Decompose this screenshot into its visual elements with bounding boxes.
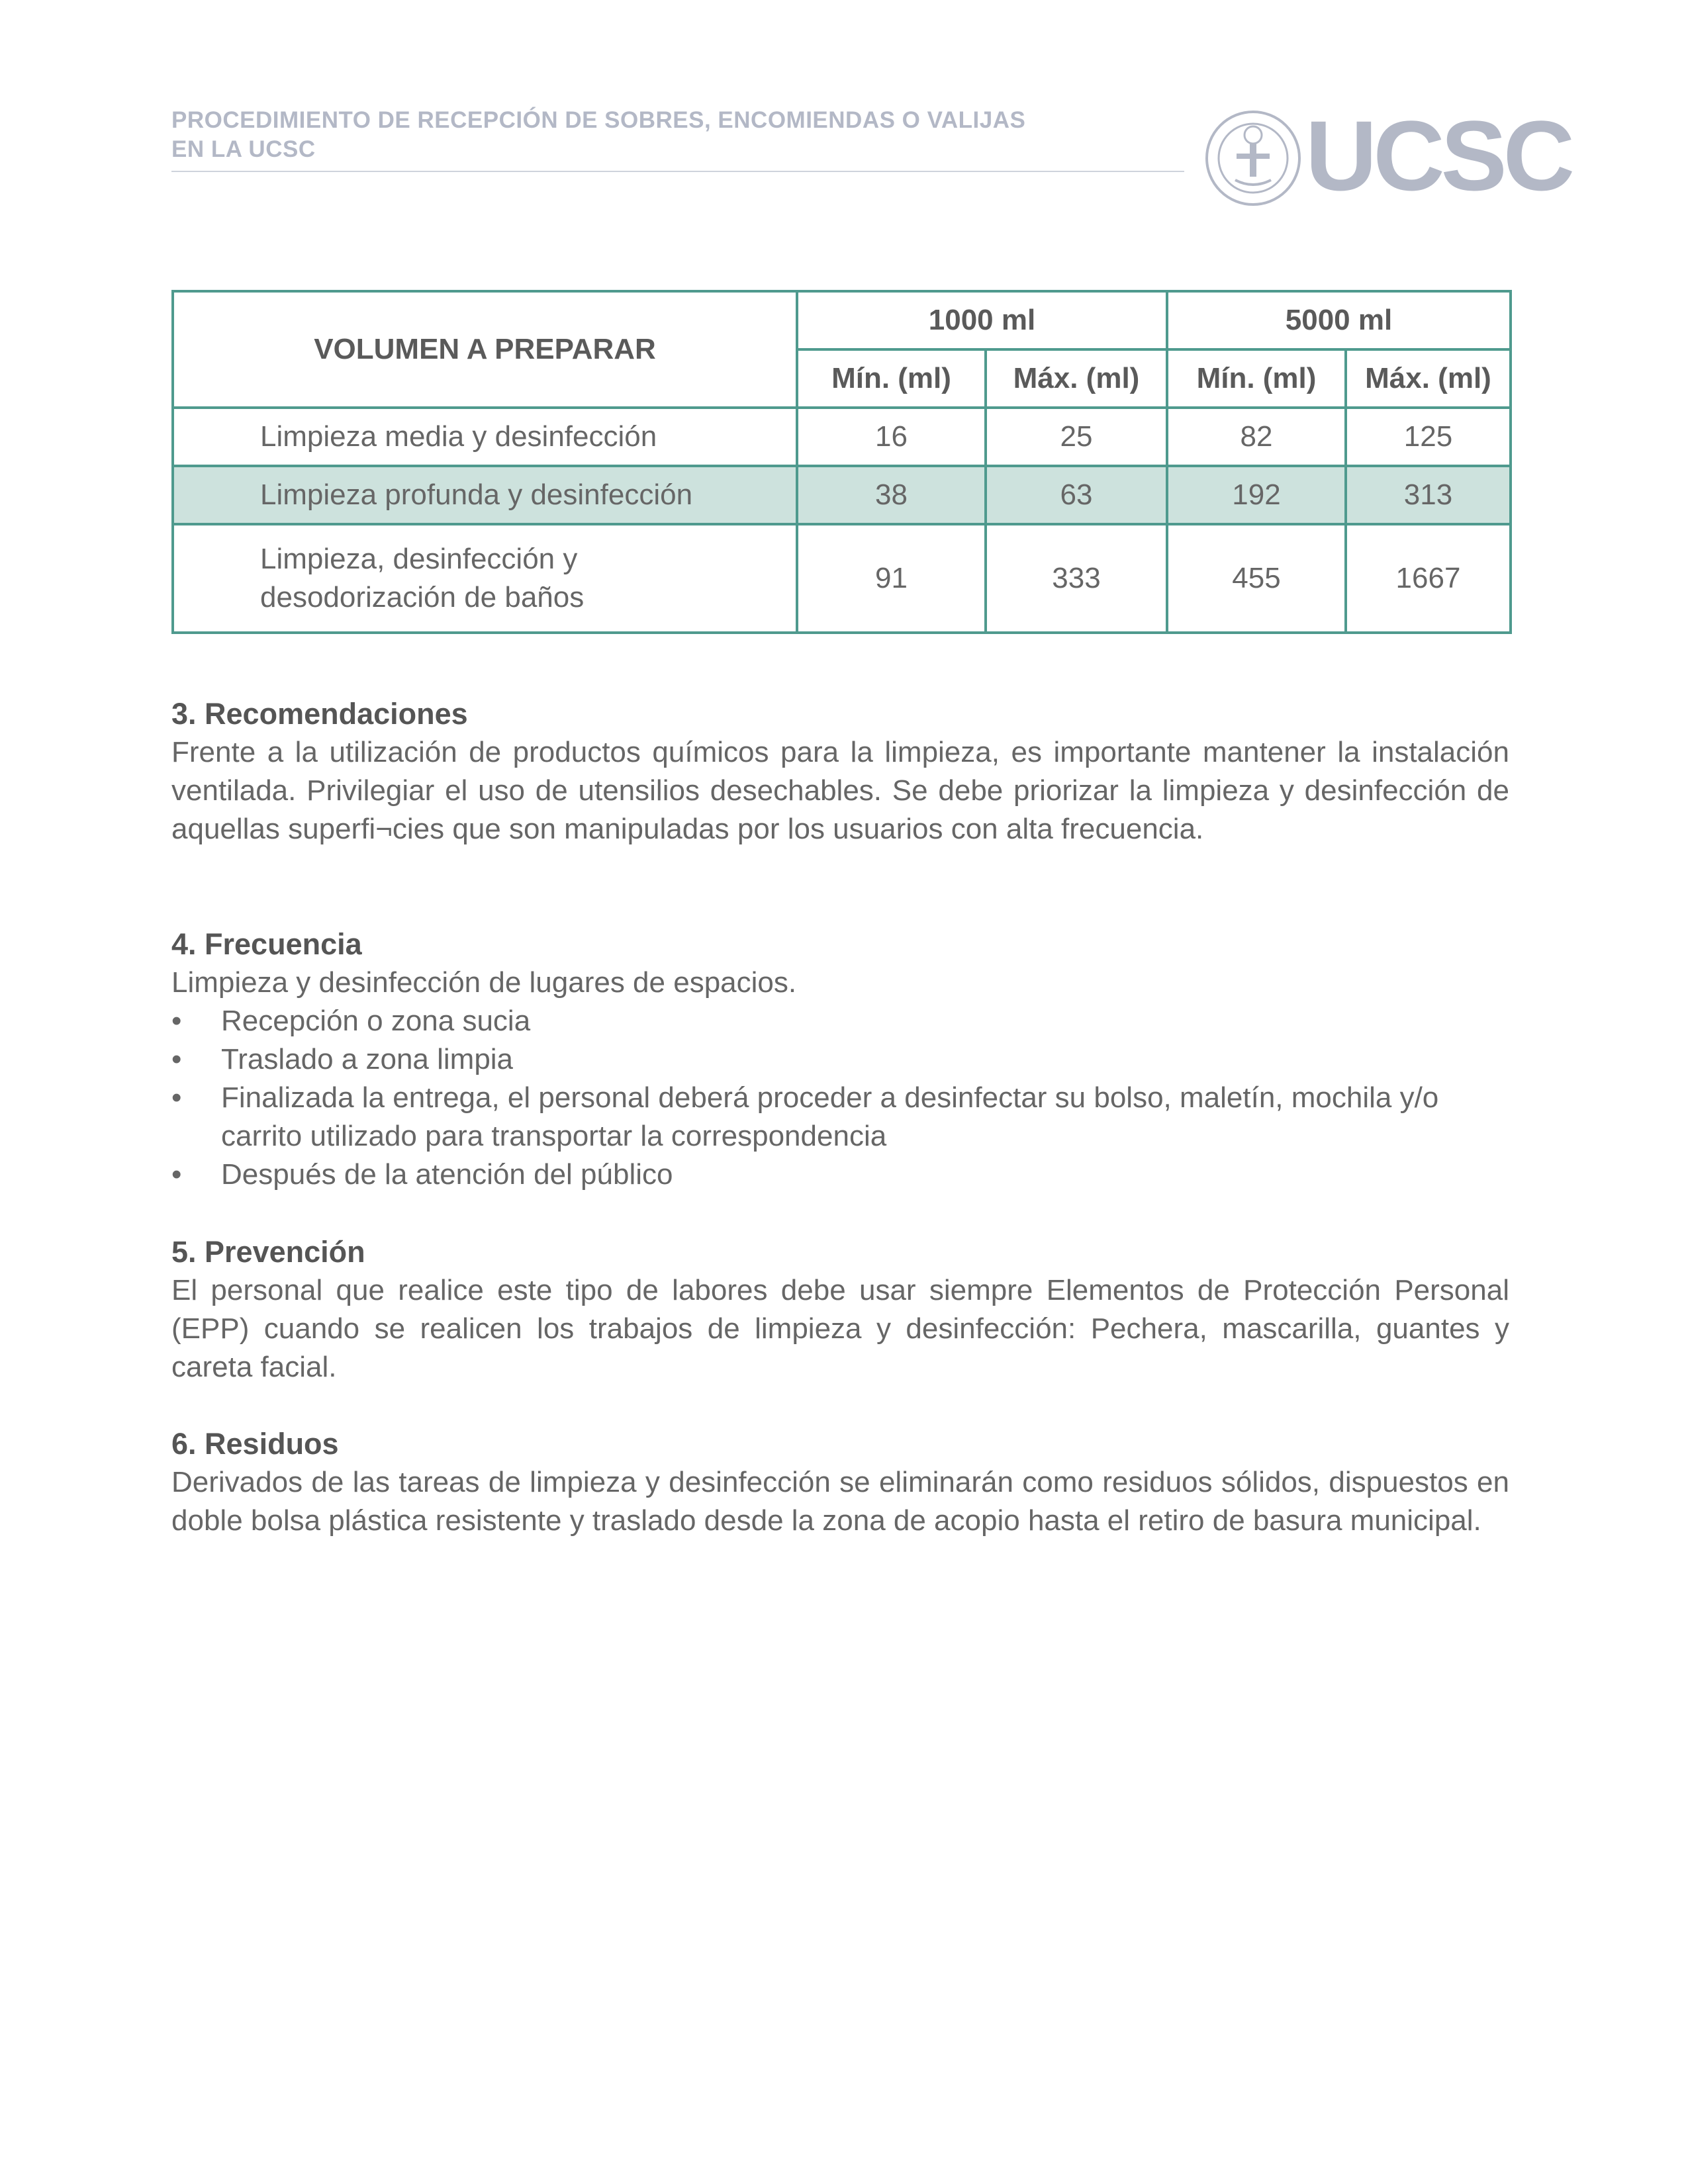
dilution-table xyxy=(171,290,1512,634)
section-prevencion xyxy=(171,1233,1509,1387)
table-cell: 91 xyxy=(797,524,986,633)
section-frecuencia xyxy=(171,925,1509,1194)
table-cell: 192 xyxy=(1167,466,1346,524)
subheader-min-5000: Mín. (ml) xyxy=(1167,349,1346,408)
frecuencia-list xyxy=(171,1002,1509,1194)
row-label: Limpieza profunda y desinfección xyxy=(173,466,797,524)
table-cell: 455 xyxy=(1167,524,1346,633)
list-item xyxy=(171,1079,1509,1156)
section-body: Derivados de las tareas de limpieza y desinfección se eliminarán como residuos sólidos, dispuestos en doble bolsa plástica resistente y traslado desde la zona de acopio hasta el retiro de basura municipal. xyxy=(171,1466,1509,1537)
list-item xyxy=(171,1002,1509,1040)
university-seal-icon xyxy=(1203,109,1303,208)
section-residuos xyxy=(171,1425,1509,1540)
subheader-max-1000: Máx. (ml) xyxy=(986,349,1167,408)
section-heading: 3. Recomendaciones xyxy=(171,697,468,731)
bullet-icon: • xyxy=(171,1081,182,1114)
table-cell: 25 xyxy=(986,408,1167,466)
subheader-max-5000: Máx. (ml) xyxy=(1346,349,1511,408)
table-row xyxy=(173,524,1511,633)
group-header-1000ml: 1000 ml xyxy=(797,291,1167,349)
section-body: El personal que realice este tipo de labores debe usar siempre Elementos de Protección Personal (EPP) cuando se realicen los trabajos de limpieza y desinfección: Pechera, mascarilla, guantes y careta facial. xyxy=(171,1274,1509,1383)
group-header-5000ml: 5000 ml xyxy=(1167,291,1511,349)
section-intro: Limpieza y desinfección de lugares de espacios. xyxy=(171,966,797,999)
list-item xyxy=(171,1040,1509,1079)
section-heading: 6. Residuos xyxy=(171,1427,339,1461)
table-cell: 63 xyxy=(986,466,1167,524)
document-header-title: PROCEDIMIENTO DE RECEPCIÓN DE SOBRES, ENCOMIENDAS O VALIJAS EN LA UCSC xyxy=(171,107,1026,162)
section-heading: 4. Frecuencia xyxy=(171,927,362,961)
table-cell: 333 xyxy=(986,524,1167,633)
table-cell: 38 xyxy=(797,466,986,524)
list-item-text: Recepción o zona sucia xyxy=(221,1005,531,1037)
table-cell: 82 xyxy=(1167,408,1346,466)
subheader-min-1000: Mín. (ml) xyxy=(797,349,986,408)
row-label: Limpieza media y desinfección xyxy=(173,408,797,466)
volume-header: VOLUMEN A PREPARAR xyxy=(173,291,797,408)
table-row xyxy=(173,466,1511,524)
table-cell: 16 xyxy=(797,408,986,466)
section-recomendaciones xyxy=(171,695,1509,848)
bullet-icon: • xyxy=(171,1158,182,1191)
list-item-text: Después de la atención del público xyxy=(221,1158,673,1191)
row-label: Limpieza, desinfección y desodorización de baños xyxy=(173,524,797,633)
bullet-icon: • xyxy=(171,1043,182,1075)
list-item-text: Finalizada la entrega, el personal deberá proceder a desinfectar su bolso, maletín, mochila y/o carrito utilizado para transportar la correspondencia xyxy=(221,1081,1439,1152)
table-cell: 313 xyxy=(1346,466,1511,524)
ucsc-logo: UCSC xyxy=(1305,100,1571,211)
list-item-text: Traslado a zona limpia xyxy=(221,1043,514,1075)
section-heading: 5. Prevención xyxy=(171,1235,365,1269)
bullet-icon: • xyxy=(171,1005,182,1037)
list-item xyxy=(171,1156,1509,1194)
header-divider xyxy=(171,171,1184,172)
table-row xyxy=(173,408,1511,466)
section-body: Frente a la utilización de productos químicos para la limpieza, es importante mantener la instalación ventilada. Privilegiar el uso de utensilios desechables. Se debe priorizar la limpieza y desinfección de aquellas superfi¬cies que son manipuladas por los usuarios con alta frecuencia. xyxy=(171,736,1509,845)
table-cell: 1667 xyxy=(1346,524,1511,633)
table-cell: 125 xyxy=(1346,408,1511,466)
